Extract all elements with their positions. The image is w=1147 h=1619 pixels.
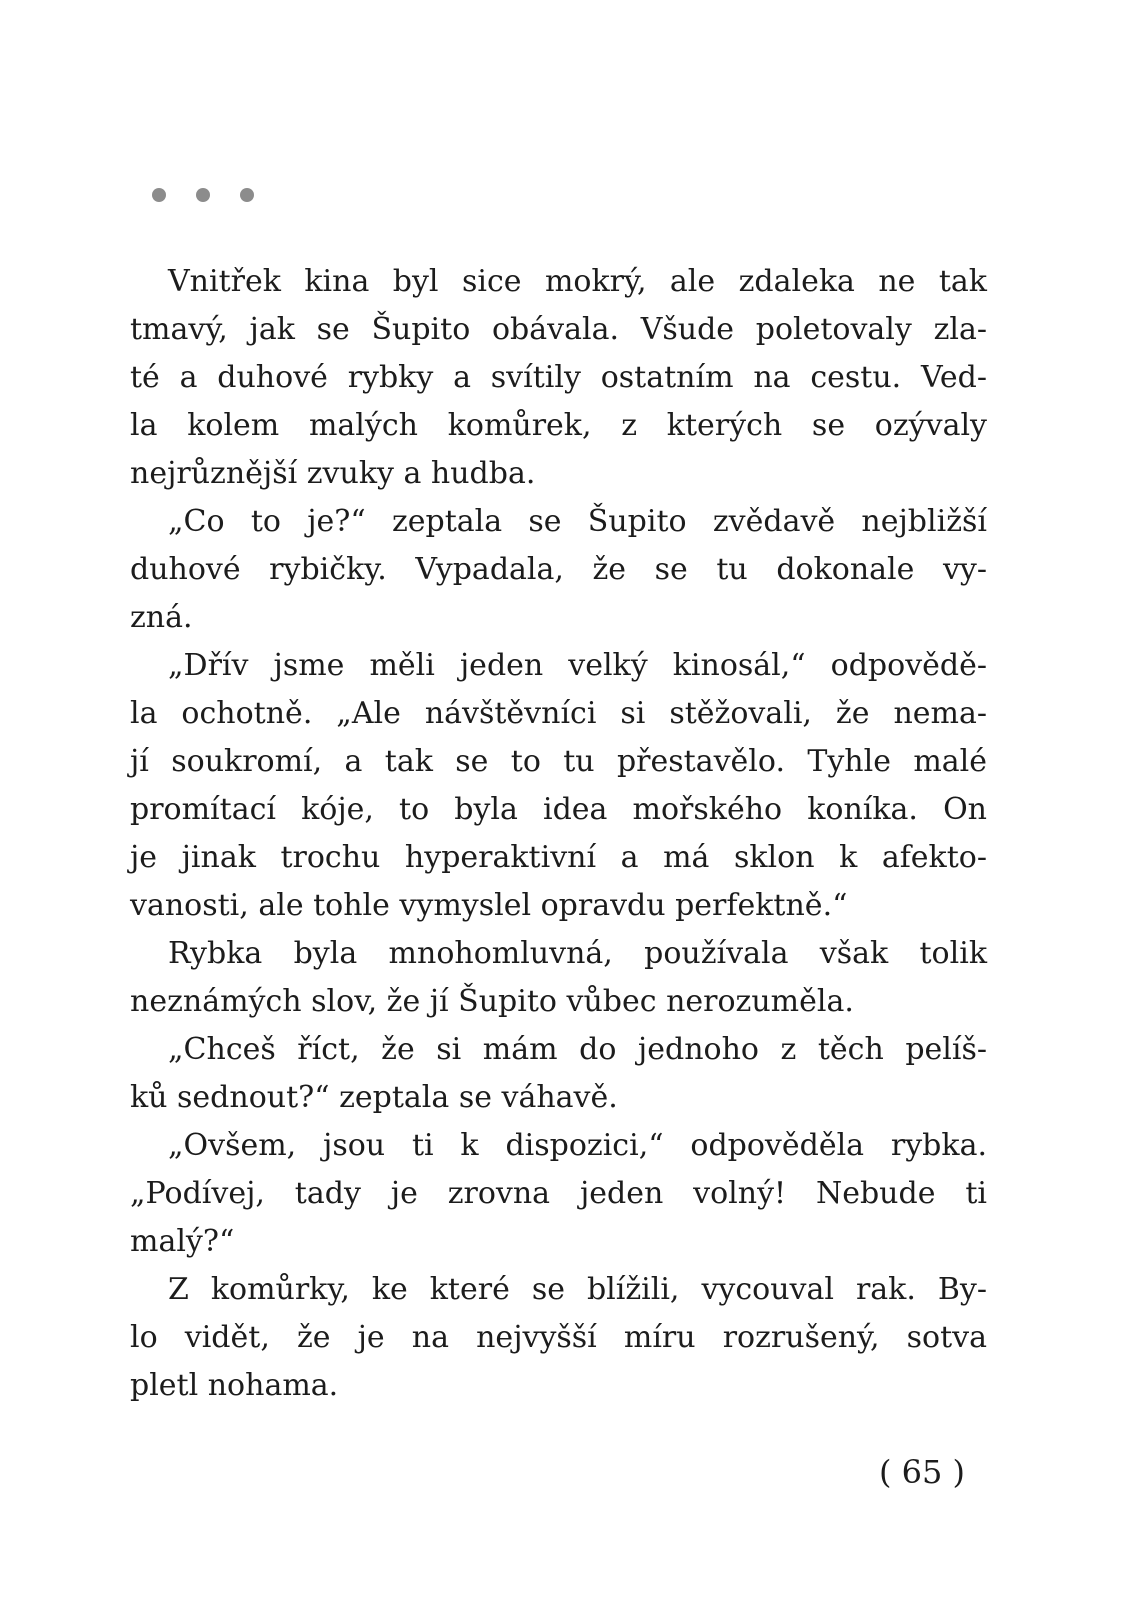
text-line: „Dřív jsme měli jeden velký kinosál,“ odpovědě-: [168, 648, 987, 683]
text-line: promítací kóje, to byla idea mořského koníka. On: [130, 792, 987, 827]
text-line: tmavý, jak se Šupito obávala. Všude poletovaly zla-: [130, 312, 987, 347]
separator-dot-icon: [196, 188, 210, 202]
text-line: „Chceš říct, že si mám do jednoho z těch pelíš-: [168, 1032, 987, 1067]
text-line: lo vidět, že je na nejvyšší míru rozrušený, sotva: [130, 1320, 987, 1355]
text-line: malý?“: [130, 1224, 235, 1259]
page-number: ( 65 ): [878, 1453, 965, 1491]
text-line: neznámých slov, že jí Šupito vůbec nerozuměla.: [130, 984, 854, 1019]
paragraph: [130, 258, 987, 498]
text-line: la kolem malých komůrek, z kterých se ozývaly: [130, 408, 987, 443]
paragraph: [130, 498, 987, 642]
text-line: jí soukromí, a tak se to tu přestavělo. Tyhle malé: [130, 744, 987, 779]
text-line: „Ovšem, jsou ti k dispozici,“ odpověděla rybka.: [168, 1128, 987, 1163]
separator-dot-icon: [152, 188, 166, 202]
text-line: pletl nohama.: [130, 1368, 339, 1403]
text-line: Z komůrky, ke které se blížili, vycouval rak. By-: [168, 1272, 987, 1307]
text-line: Rybka byla mnohomluvná, používala však tolik: [168, 936, 987, 971]
text-line: duhové rybičky. Vypadala, že se tu dokonale vy-: [130, 552, 987, 587]
text-line: nejrůznější zvuky a hudba.: [130, 456, 536, 491]
text-line: „Podívej, tady je zrovna jeden volný! Nebude ti: [130, 1176, 987, 1211]
section-separator: [152, 188, 254, 202]
separator-dot-icon: [240, 188, 254, 202]
paragraph: [130, 1122, 987, 1266]
paragraph: [130, 1266, 987, 1410]
page-text: [130, 258, 987, 1410]
paragraph: [130, 1026, 987, 1122]
paragraph: [130, 930, 987, 1026]
text-line: ků sednout?“ zeptala se váhavě.: [130, 1080, 618, 1115]
text-line: vanosti, ale tohle vymyslel opravdu perfektně.“: [130, 888, 848, 923]
text-line: „Co to je?“ zeptala se Šupito zvědavě nejbližší: [168, 504, 987, 539]
text-line: la ochotně. „Ale návštěvníci si stěžovali, že nema-: [130, 696, 987, 731]
paragraph: [130, 642, 987, 930]
text-line: té a duhové rybky a svítily ostatním na cestu. Ved-: [130, 360, 987, 395]
text-line: Vnitřek kina byl sice mokrý, ale zdaleka ne tak: [168, 264, 987, 299]
text-line: je jinak trochu hyperaktivní a má sklon k afekto-: [130, 840, 987, 875]
text-line: zná.: [130, 600, 193, 635]
